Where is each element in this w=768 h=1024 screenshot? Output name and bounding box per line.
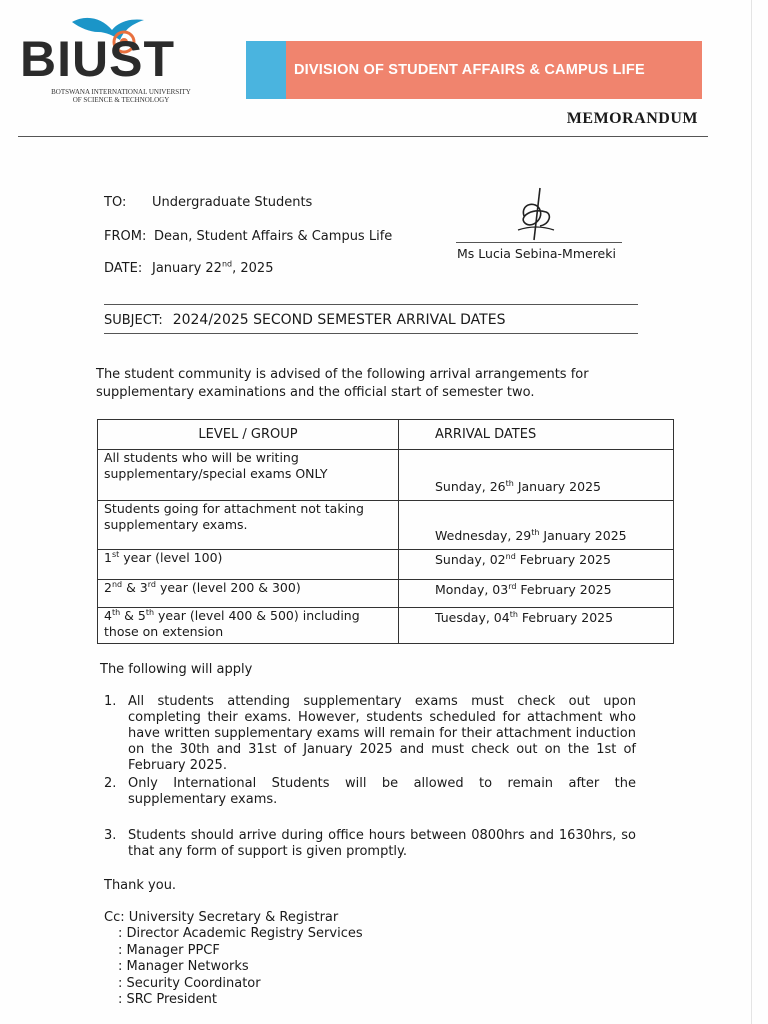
table-row bbox=[98, 550, 674, 580]
group-cell: Students going for attachment not taking supplementary exams. bbox=[98, 501, 399, 550]
column-header-level: LEVEL / GROUP bbox=[98, 420, 399, 450]
table-row bbox=[98, 608, 674, 644]
from-field bbox=[104, 229, 392, 244]
banner-accent bbox=[246, 41, 286, 99]
header-divider bbox=[18, 136, 708, 137]
date-label: DATE: bbox=[104, 261, 143, 276]
apply-heading: The following will apply bbox=[100, 662, 253, 677]
cc-item: : Manager PPCF bbox=[118, 942, 220, 958]
list-item: 2. Only International Students will be allowed to remain after the supplementary exams. bbox=[104, 776, 636, 807]
list-item: 3. Students should arrive during office hours between 0800hrs and 1630hrs, so that any form of support is given promptly. bbox=[104, 828, 636, 859]
date-value: January 22nd, 2025 bbox=[152, 259, 274, 276]
table-row bbox=[98, 580, 674, 608]
to-field bbox=[104, 195, 312, 210]
cc-item: : Director Academic Registry Services bbox=[118, 926, 363, 942]
signature-line bbox=[456, 242, 622, 243]
subject-value: 2024/2025 SECOND SEMESTER ARRIVAL DATES bbox=[172, 312, 506, 328]
to-label: TO: bbox=[104, 195, 127, 210]
subject-label: SUBJECT: bbox=[104, 313, 163, 328]
list-item: 1. All students attending supplementary exams must check out upon completing their exams. However, students scheduled for attachment who have written supplementary exams will remain for their attachment induction on the 30th and 31st of January 2025 and must check out on the 1st of February 2025. bbox=[104, 694, 636, 773]
signature-mark bbox=[510, 186, 560, 242]
column-header-dates: ARRIVAL DATES bbox=[399, 420, 674, 450]
group-cell: All students who will be writing supplementary/special exams ONLY bbox=[98, 450, 399, 501]
table-header-row bbox=[98, 420, 674, 450]
arrival-dates-table bbox=[97, 419, 674, 644]
date-cell: Tuesday, 04th February 2025 bbox=[399, 608, 674, 644]
conditions-list bbox=[104, 694, 636, 860]
signatory-name: Ms Lucia Sebina-Mmereki bbox=[457, 246, 616, 261]
subject-rule-bottom bbox=[104, 333, 638, 334]
cc-item: : SRC President bbox=[118, 992, 217, 1008]
logo-subtitle: BOTSWANA INTERNATIONAL UNIVERSITY OF SCIENCE & TECHNOLOGY bbox=[51, 88, 191, 104]
cc-list bbox=[104, 910, 363, 1008]
table-row bbox=[98, 450, 674, 501]
subject-rule-top bbox=[104, 304, 638, 305]
group-cell: 1st year (level 100) bbox=[98, 550, 399, 580]
subject-line bbox=[104, 312, 505, 328]
cc-item: : Security Coordinator bbox=[118, 975, 261, 991]
date-cell: Sunday, 26th January 2025 bbox=[399, 450, 674, 501]
date-cell: Wednesday, 29th January 2025 bbox=[399, 501, 674, 550]
date-cell: Sunday, 02nd February 2025 bbox=[399, 550, 674, 580]
date-cell: Monday, 03rd February 2025 bbox=[399, 580, 674, 608]
logo-wordmark: BIUST bbox=[20, 31, 175, 87]
cc-first: Cc: University Secretary & Registrar bbox=[104, 910, 339, 925]
memorandum-label: MEMORANDUM bbox=[566, 110, 698, 127]
date-field bbox=[104, 261, 273, 276]
table-row bbox=[98, 501, 674, 550]
page-edge bbox=[751, 0, 752, 1024]
from-value: Dean, Student Affairs & Campus Life bbox=[154, 229, 393, 244]
division-banner: DIVISION OF STUDENT AFFAIRS & CAMPUS LIFE bbox=[286, 41, 702, 99]
from-label: FROM: bbox=[104, 229, 147, 244]
university-logo bbox=[20, 12, 220, 102]
group-cell: 4th & 5th year (level 400 & 500) including those on extension bbox=[98, 608, 399, 644]
closing-text: Thank you. bbox=[104, 878, 177, 893]
group-cell: 2nd & 3rd year (level 200 & 300) bbox=[98, 580, 399, 608]
cc-item: : Manager Networks bbox=[118, 959, 249, 975]
to-value: Undergraduate Students bbox=[152, 195, 313, 210]
intro-paragraph: The student community is advised of the following arrival arrangements for supplementary examinations and the official start of semester two. bbox=[96, 367, 589, 400]
